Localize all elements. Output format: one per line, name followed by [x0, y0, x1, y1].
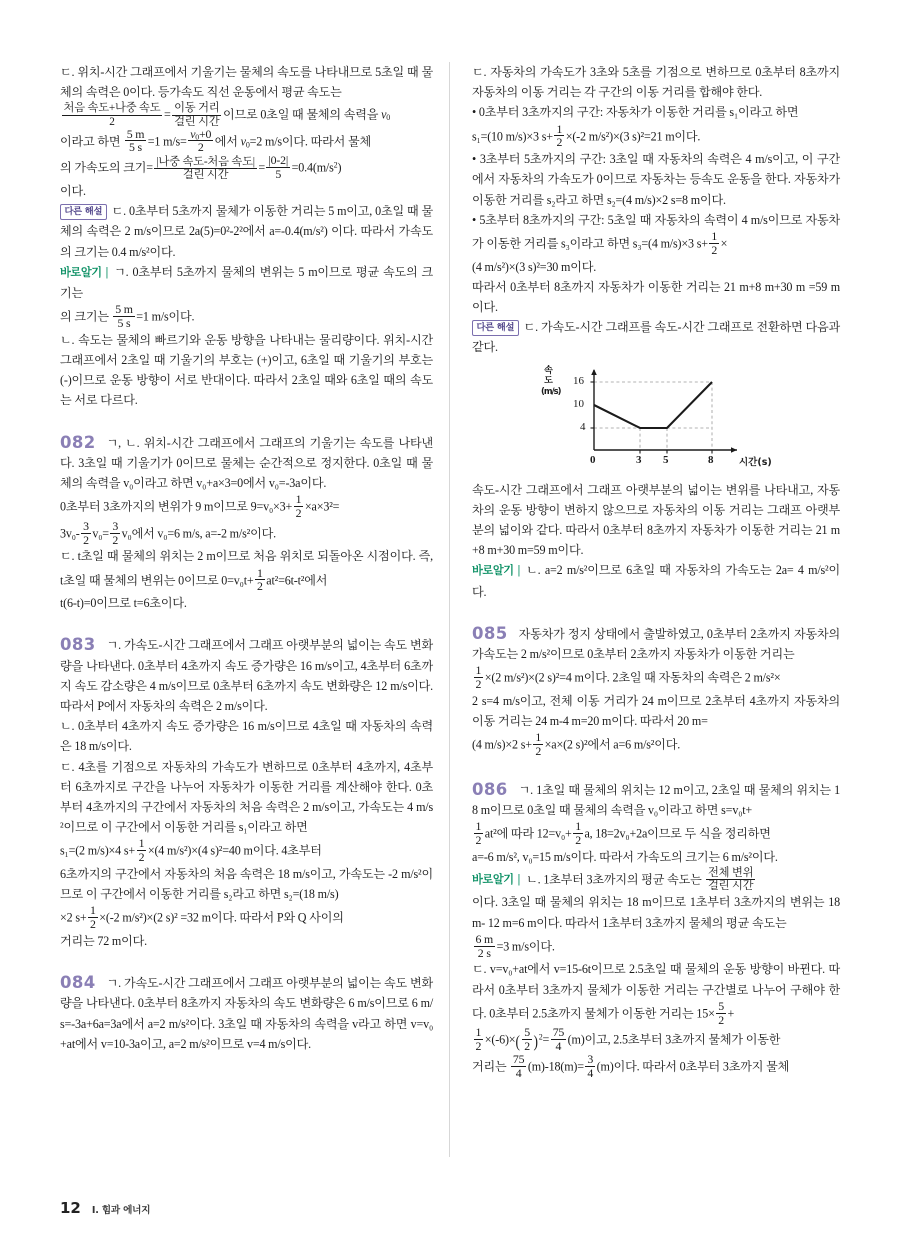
paragraph: 085 자동차가 정지 상태에서 출발하였고, 0초부터 2초까지 자동차의 가속도는 2 m/s²이므로 0초부터 2초까지 자동차가 이동한 거리는	[472, 623, 840, 662]
fraction: $\frac{1}{2}$	[475, 819, 482, 848]
fraction: $\frac{1}{2}$	[711, 229, 718, 257]
paragraph: a=-6 m/s², v₀=15 m/s이다. 따라서 가속도의 크기는 6 m/s²이다.	[472, 849, 778, 864]
velocity-time-chart	[537, 364, 775, 476]
fraction: $\frac{3}{4}$	[587, 1051, 594, 1080]
fraction: $\frac{1}{2}$	[535, 730, 542, 759]
chart-ytick-16: 16	[573, 374, 584, 387]
paragraph: ㄷ. 자동차의 가속도가 3초와 5초를 기점으로 변하므로 0초부터 8초까지 자동차의 이동 거리는 각 구간의 이동 거리를 합해야 한다.	[472, 65, 840, 100]
chart-xtick-3: 3	[636, 453, 642, 466]
paragraph: 0초부터 3초까지의 변위가 9 m이므로 9=v₀×3+ $\frac{1}{2}$ ×a×3²=	[60, 492, 340, 520]
paragraph: s₁=(2 m/s)×4 s+ $\frac{1}{2}$ ×(4 m/s²)×(4 s)²=40 m이다. 4초부터	[60, 836, 322, 865]
paragraph: 086 ㄱ. 1초일 때 물체의 위치는 12 m이고, 2초일 때 물체의 위치는 18 m이므로 0초일 때 물체의 속력을 v₀이라고 하면 s=v₀t+	[472, 779, 840, 818]
fraction: $\frac{1}{2}$	[475, 663, 482, 692]
badge-divider: |	[105, 264, 109, 279]
fraction: $\frac{1}{2}$	[475, 1025, 482, 1054]
solution-083	[60, 635, 433, 951]
page-number: 12	[60, 1199, 81, 1217]
solution-082	[60, 433, 433, 614]
correct-note-paragraph: 바로알기 | ㄴ. 1초부터 3초까지의 평균 속도는 $\frac{\text{전체 변위}}{\text{걸린 시간}}$	[472, 867, 754, 893]
paragraph: 3v₀- $\frac{3}{2}$ v₀= $\frac{3}{2}$ v₀에서 v₀=6 m/s, a=-2 m/s²이다.	[60, 518, 276, 547]
problem-number-084: 084	[60, 973, 96, 993]
fraction: $\frac{1}{2}$	[138, 836, 145, 865]
bullet-paragraph: • 0초부터 3초까지의 구간: 자동차가 이동한 거리를 s₁이라고 하면	[472, 105, 799, 120]
fraction: $\frac{v_0+0}{2}$	[190, 126, 212, 155]
chart-x-axis-label: 시간(s)	[739, 456, 772, 468]
fraction: $\frac{5}{2}$	[524, 1025, 530, 1054]
alt-solution-paragraph: 다른 해설 ㄷ. 가속도-시간 그래프를 속도-시간 그래프로 전환하면 다음과 같다.	[472, 320, 840, 355]
correct-note-paragraph: 바로알기 | ㄱ. 0초부터 5초까지 물체의 변위는 5 m이므로 평균 속도의 크기는	[60, 262, 433, 303]
chart-ytick-4: 4	[580, 420, 586, 433]
correct-note-badge: 바로알기	[472, 873, 514, 887]
fraction: $\frac{75}{4}$	[512, 1051, 525, 1080]
problem-number-085: 085	[472, 623, 508, 643]
paragraph: s₁=(10 m/s)×3 s+ $\frac{1}{2}$ ×(-2 m/s²)×(3 s)²=21 m이다.	[472, 121, 701, 150]
solution-084-continued	[472, 62, 840, 602]
left-column	[60, 62, 450, 1157]
alt-solution-badge: 다른 해설	[472, 320, 519, 336]
velocity-time-chart-container	[472, 364, 840, 476]
chapter-title: I. 힘과 에너지	[91, 1205, 151, 1216]
paragraph: 거리는 $\frac{75}{4}$ (m)-18(m)= $\frac{3}{4}$ (m)이다. 따라서 0초부터 3초까지 물체	[472, 1051, 790, 1080]
fraction: $\frac{5}{2}$	[718, 998, 725, 1027]
fraction: $\frac{\text{|나중 속도-처음 속도|}}{\text{걸린 시간}}$	[156, 155, 255, 181]
paragraph-fraction-line-3: 의 가속도의 크기= $\frac{\text{|나중 속도-처음 속도|}}{\text{걸린 시간}}$ = $\frac{|0-2|}{5}$ $=0.4(m/s^2)$	[60, 153, 342, 182]
solution-084	[60, 973, 433, 1054]
paragraph: 따라서 0초부터 8초까지 자동차가 이동한 거리는 21 m+8 m+30 m =59 m이다.	[472, 279, 840, 315]
badge-divider: |	[517, 563, 521, 578]
fraction: $\frac{1}{2}$	[295, 492, 302, 520]
paragraph: ×2 s+ $\frac{1}{2}$ ×(-2 m/s²)×(2 s)² =32 m이다. 따라서 P와 Q 사이의	[60, 903, 344, 932]
fraction: $\frac{5 m}{5 s}$	[126, 126, 145, 155]
problem-number-086: 086	[472, 779, 508, 799]
correct-note-paragraph: 바로알기 | ㄴ. a=2 m/s²이므로 6초일 때 자동차의 가속도는 2a= 4 m/s²이다.	[472, 560, 840, 601]
paragraph: 의 크기는 $\frac{5 m}{5 s}$ =1 m/s이다.	[60, 302, 195, 330]
fraction: $\frac{|0-2|}{5}$	[268, 153, 289, 182]
fraction: $\frac{\text{전체 변위}}{\text{걸린 시간}}$	[707, 867, 754, 893]
fraction: $\frac{1}{2}$	[575, 819, 581, 848]
paragraph: 6초까지의 구간에서 자동차의 처음 속력은 18 m/s이고, 가속도는 -2 m/s²이므로 이 구간에서 이동한 거리를 s₂라고 하면 s₂=(18 m/s)	[60, 866, 433, 902]
paragraph: ㄷ. 위치-시간 그래프에서 기울기는 물체의 속도를 나타내므로 5초일 때 물체의 속력은 0이다. 등가속도 직선 운동에서 평균 속도는	[60, 65, 433, 100]
chart-xtick-0: 0	[590, 453, 596, 466]
paragraph: t(6-t)=0이므로 t=6초이다.	[60, 596, 187, 611]
paragraph: 이다. 3초일 때 물체의 위치는 18 m이므로 1초부터 3초까지의 변위는 18 m- 12 m=6 m이다. 따라서 1초부터 3초까지 물체의 평균 속도는	[472, 895, 840, 930]
paragraph: 083 ㄱ. 가속도-시간 그래프에서 그래프 아랫부분의 넓이는 속도 변화량을 나타낸다. 0초부터 4초까지 속도 증가량은 16 m/s이고, 4초부터 6초까지 속도 감소량은 4 m/s이므로 0초부터 6초까지 속도 변화량은 12 m/s이다. 따라서 P에서 자동차의 속력은 2 m/s이다.	[60, 635, 433, 713]
paragraph: ㄷ. t초일 때 물체의 위치는 2 m이므로 처음 위치로 되돌아온 시점이다. 즉, t초일 때 물체의 변위는 0이므로 0=v₀t+ $\frac{1}{2}$ at²=6t-t²에서	[60, 549, 433, 594]
page-footer	[60, 1199, 150, 1217]
paragraph-fraction-line-2: 이라고 하면 $\frac{5 m}{5 s}$ =1 m/s= $\frac{v_0+0}{2}$ 에서 $v_0=2$ m/s이다. 따라서 물체	[60, 126, 371, 155]
chart-y-axis-label: 속도 (m/s)	[541, 365, 561, 396]
problem-number-082: 082	[60, 432, 96, 452]
fraction: $\frac{1}{2}$	[556, 121, 563, 150]
fraction: $\frac{5 m}{5 s}$	[115, 302, 133, 330]
paragraph: 084 ㄱ. 가속도-시간 그래프에서 그래프 아랫부분의 넓이는 속도 변화량을 나타낸다. 0초부터 8초까지 자동차의 속도 변화량은 6 m/s이므로 6 m/s=-3a+6a=3a에서 a=2 m/s²이다. 3초일 때 자동차의 속력을 v라고 하면 v=v₀+at에서 v=10-3a이고, a=2 m/s²이므로 v=4 m/s이다.	[60, 973, 433, 1051]
fraction: $\frac{\text{이동 거리}}{\text{걸린 시간}}$	[174, 102, 220, 128]
alt-solution-badge: 다른 해설	[60, 204, 107, 220]
paragraph: 082 ㄱ, ㄴ. 위치-시간 그래프에서 그래프의 기울기는 속도를 나타낸다. 3초일 때 기울기가 0이므로 물체는 순간적으로 정지한다. 0초일 때 물체의 속력을 v₀이라고 하면 v₀+a×3=0에서 v₀=-3a이다.	[60, 432, 433, 490]
paragraph-fraction-line: $\frac{\text{처음 속도+나중 속도}}{2}$ = $\frac{\text{이동 거리}}{\text{걸린 시간}}$ 이므로 0초일 때 물체의 속력을 $v_0$	[63, 102, 391, 128]
fraction: $\frac{1}{2}$	[90, 903, 96, 932]
bullet-paragraph: • 3초부터 5초까지의 구간: 3초일 때 자동차의 속력은 4 m/s이고, 이 구간에서 자동차의 가속도가 0이므로 자동차는 등속도 운동을 한다. 자동차가 이동한 거리를 s₂라고 하면 s₂=(4 m/s)×2 s=8 m이다.	[472, 152, 840, 207]
alt-solution-paragraph: 다른 해설 ㄷ. 0초부터 5초까지 물체가 이동한 거리는 5 m이고, 0초일 때 물체의 속력은 2 m/s이므로 2a(5)=0²-2²에서 a=-0.4(m/s²) 이다. 따라서 가속도의 크기는 0.4 m/s²이다.	[60, 204, 433, 259]
correct-note-badge: 바로알기	[60, 265, 102, 279]
paragraph: ㄷ. 4초를 기점으로 자동차의 가속도가 변하므로 0초부터 4초까지, 4초부터 6초까지로 구간을 나누어 자동차가 이동한 거리를 계산해야 한다. 0초부터 4초까지의 구간에서 자동차의 처음 속력은 2 m/s이고, 가속도는 4 m/s²이므로 이 구간에서 이동한 거리를 s₁이라고 하면	[60, 759, 433, 835]
right-column	[450, 62, 840, 1157]
paragraph: $\frac{1}{2}$ ×(-6)×( $\frac{5}{2}$ )$^2$= $\frac{75}{4}$ (m)이고, 2.5초부터 3초까지 물체가 이동한	[475, 1025, 781, 1054]
paragraph: (4 m/s²)×(3 s)²=30 m이다.	[472, 259, 597, 274]
paragraph: ㄷ. v=v₀+at에서 v=15-6t이므로 2.5초일 때 물체의 운동 방향이 바뀐다. 따라서 0초부터 3초까지 물체가 이동한 거리는 구간별로 나누어 구해야 한다. 0초부터 2.5초까지 물체가 이동한 거리는 15× $\frac{5}{2}$ +	[472, 962, 840, 1027]
solution-086	[472, 780, 840, 1080]
correct-note-badge: 바로알기	[472, 564, 514, 578]
paragraph: 2 s=4 m/s이고, 전체 이동 거리가 24 m이므로 2초부터 4초까지 자동차의 이동 거리는 24 m-4 m=20 m이다. 따라서 20 m=	[472, 693, 840, 729]
fraction: $\frac{75}{4}$	[552, 1025, 565, 1054]
bullet-paragraph: • 5초부터 8초까지의 구간: 5초일 때 자동차의 속력이 4 m/s이므로 자동차가 이동한 거리를 s₃이라고 하면 s₃=(4 m/s)×3 s+ $\frac{1}{2}$ ×	[472, 212, 840, 257]
paragraph: $\frac{1}{2}$ ×(2 m/s²)×(2 s)²=4 m이다. 2초일 때 자동차의 속력은 2 m/s²×	[475, 663, 781, 692]
solution-085	[472, 624, 840, 758]
fraction: $\frac{1}{2}$	[257, 565, 263, 594]
paragraph: ㄴ. 속도는 물체의 빠르기와 운동 방향을 나타내는 물리량이다. 위치-시간 그래프에서 2초일 때 기울기의 부호는 (+)이고, 6초일 때 기울기의 부호는 (-)이므로 운동 방향이 서로 반대이다. 따라서 2초일 때와 6초일 때의 속도는 서로 다르다.	[60, 332, 433, 408]
chart-xtick-5: 5	[663, 453, 669, 466]
chart-ytick-10: 10	[573, 397, 584, 410]
fraction: $\frac{3}{2}$	[112, 518, 119, 547]
paragraph: $\frac{1}{2}$ at²에 따라 12=v₀+ $\frac{1}{2}$ a, 18=2v₀+2a이므로 두 식을 정리하면	[475, 819, 771, 848]
fraction: $\frac{6 m}{2 s}$	[475, 931, 494, 960]
fraction: $\frac{3}{2}$	[83, 518, 89, 547]
paragraph: (4 m/s)×2 s+ $\frac{1}{2}$ ×a×(2 s)²에서 a=6 m/s²이다.	[472, 730, 681, 759]
solution-081-continued	[60, 62, 433, 411]
two-column-layout	[60, 62, 845, 1157]
chart-xtick-8: 8	[708, 453, 714, 466]
paragraph: ㄴ. 0초부터 4초까지 속도 증가량은 16 m/s이므로 4초일 때 자동차의 속력은 18 m/s이다.	[60, 719, 433, 754]
paragraph: 거리는 72 m이다.	[60, 933, 148, 948]
paragraph: $\frac{6 m}{2 s}$ =3 m/s이다.	[475, 931, 555, 960]
problem-number-083: 083	[60, 635, 96, 655]
paragraph: 이다.	[60, 183, 86, 198]
fraction: $\frac{\text{처음 속도+나중 속도}}{2}$	[63, 102, 161, 128]
paragraph: 속도-시간 그래프에서 그래프 아랫부분의 넓이는 변위를 나타내고, 자동차의 운동 방향이 변하지 않으므로 자동차의 이동 거리는 그래프 아랫부분의 넓이와 같다. 따라서 0초부터 8초까지 자동차가 이동한 거리는 21 m+8 m+30 m=59 m이다.	[472, 482, 840, 558]
badge-divider: |	[517, 872, 521, 887]
